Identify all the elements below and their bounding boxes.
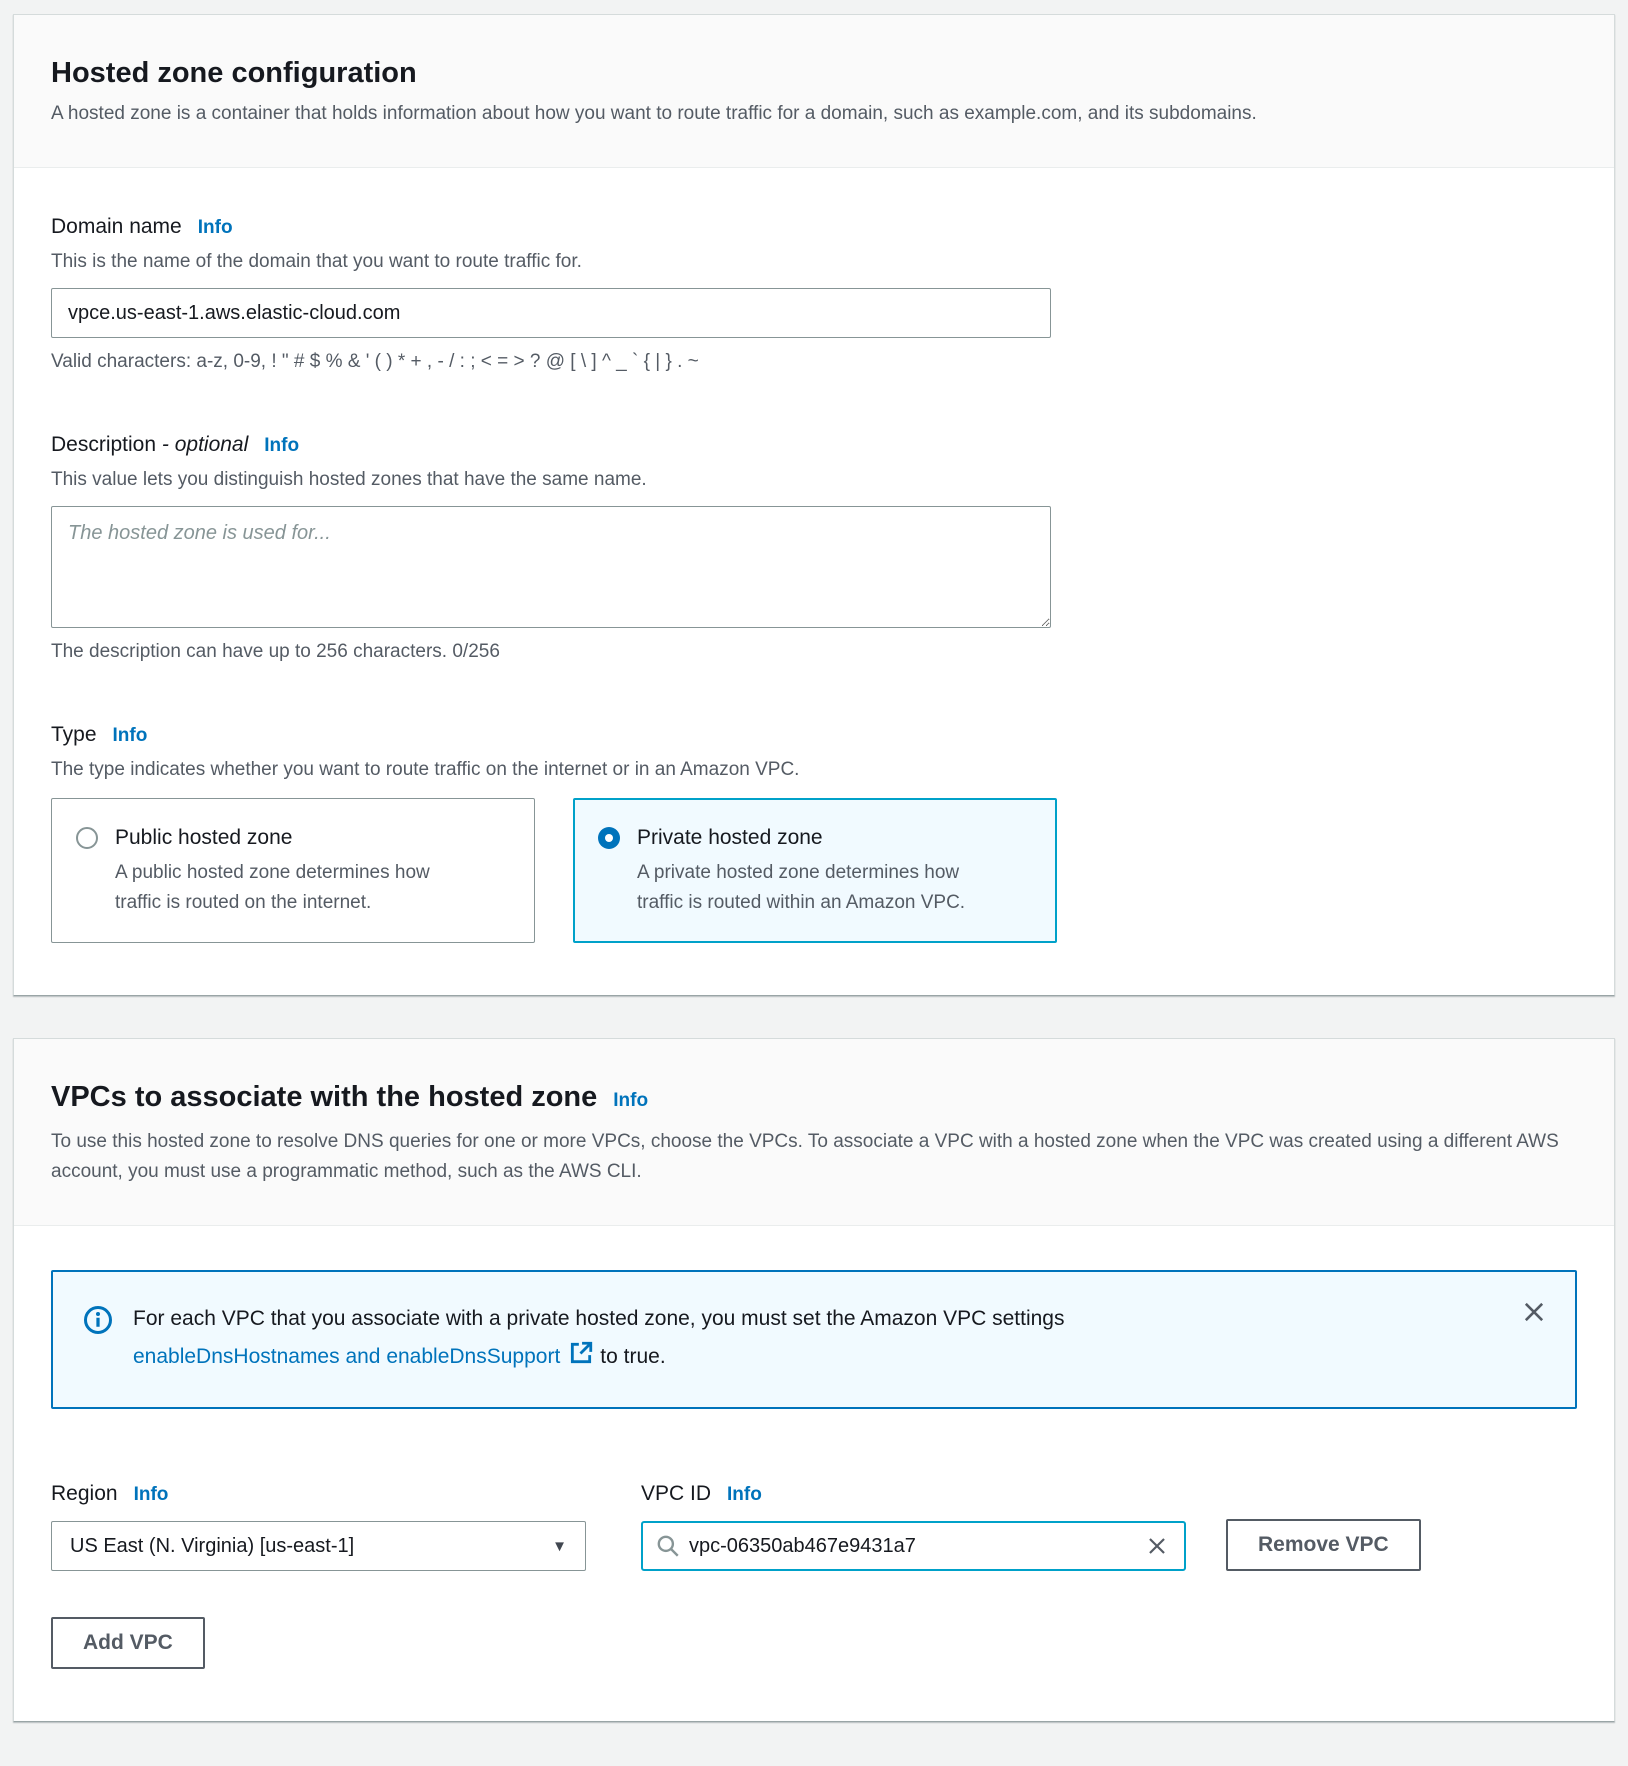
type-info-link[interactable]: Info	[112, 725, 148, 746]
vpcs-info-link[interactable]: Info	[613, 1090, 649, 1111]
domain-name-label: Domain name	[51, 215, 182, 238]
enable-dns-link[interactable]: enableDnsHostnames and enableDnsSupport	[133, 1345, 561, 1368]
vpc-id-column	[641, 1479, 1186, 1571]
type-label: Type	[51, 723, 97, 746]
alert-message	[133, 1300, 1135, 1379]
domain-name-field	[51, 212, 1577, 376]
panel-header	[14, 15, 1614, 168]
domain-name-info-link[interactable]: Info	[197, 217, 233, 238]
close-icon	[1520, 1298, 1548, 1326]
description-constraint: The description can have up to 256 characters. 0/256	[51, 641, 500, 662]
public-hosted-zone-option[interactable]	[51, 798, 535, 943]
domain-name-input[interactable]	[51, 288, 1051, 338]
panel-description: A hosted zone is a container that holds information about how you want to route traffic for a domain, such as example.com, and its subdomains.	[51, 103, 1257, 124]
search-icon	[655, 1533, 681, 1559]
private-hosted-zone-title: Private hosted zone	[637, 826, 823, 849]
vpc-settings-info-alert	[51, 1270, 1577, 1409]
region-column	[51, 1479, 586, 1571]
info-circle-icon	[83, 1305, 113, 1379]
panel-body	[14, 168, 1614, 995]
vpc-id-search-box	[641, 1521, 1186, 1571]
region-select-value: US East (N. Virginia) [us-east-1]	[70, 1534, 355, 1557]
external-link-icon	[568, 1340, 594, 1379]
vpc-id-label: VPC ID	[641, 1482, 712, 1505]
description-field	[51, 430, 1577, 666]
type-help: The type indicates whether you want to route traffic on the internet or in an Amazon VPC.	[51, 759, 800, 780]
description-textarea[interactable]	[51, 506, 1051, 628]
clear-x-icon	[1144, 1533, 1170, 1559]
section-description: To use this hosted zone to resolve DNS queries for one or more VPCs, choose the VPCs. To associate a VPC with a hosted zone when the VPC was created using a different AWS account, you must use a programmatic method, such as the AWS CLI.	[51, 1131, 1559, 1182]
alert-close-button[interactable]	[1519, 1298, 1549, 1328]
type-field	[51, 720, 1577, 943]
region-label: Region	[51, 1482, 118, 1505]
panel-body	[14, 1226, 1614, 1721]
page-title: Hosted zone configuration	[51, 57, 417, 89]
domain-name-constraint: Valid characters: a-z, 0-9, ! " # $ % & ' ( ) * + , - / : ; < = > ? @ [ \ ] ^ _ ` { | } . ~	[51, 351, 699, 372]
chevron-down-icon: ▼	[552, 1537, 567, 1555]
private-hosted-zone-option[interactable]	[573, 798, 1057, 943]
optional-flag: - optional	[161, 433, 249, 456]
alert-line1: For each VPC that you associate with a private hosted zone, you must set the Amazon VPC settings	[133, 1307, 1065, 1330]
type-radio-group	[51, 798, 1577, 943]
vpc-id-input[interactable]	[689, 1535, 1142, 1558]
private-hosted-zone-description: A private hosted zone determines how traffic is routed within an Amazon VPC.	[637, 862, 966, 913]
alert-line2-suffix: to true.	[600, 1345, 666, 1368]
vpcs-associate-panel	[13, 1038, 1615, 1722]
public-hosted-zone-title: Public hosted zone	[115, 826, 293, 849]
region-select[interactable]	[51, 1521, 586, 1571]
remove-vpc-button[interactable]: Remove VPC	[1226, 1519, 1421, 1571]
vpc-association-row	[51, 1479, 1577, 1571]
hosted-zone-configuration-panel	[13, 14, 1615, 996]
vpc-id-info-link[interactable]: Info	[727, 1484, 762, 1505]
add-vpc-button[interactable]: Add VPC	[51, 1617, 205, 1669]
description-help: This value lets you distinguish hosted zones that have the same name.	[51, 469, 647, 490]
panel-header	[14, 1039, 1614, 1226]
domain-name-help: This is the name of the domain that you want to route traffic for.	[51, 251, 582, 272]
description-info-link[interactable]: Info	[264, 435, 300, 456]
region-info-link[interactable]: Info	[133, 1484, 169, 1505]
radio-unselected-icon[interactable]	[76, 827, 98, 849]
radio-selected-icon[interactable]	[598, 827, 620, 849]
clear-input-button[interactable]	[1142, 1531, 1172, 1561]
section-title: VPCs to associate with the hosted zone Info	[51, 1081, 649, 1113]
public-hosted-zone-description: A public hosted zone determines how traffic is routed on the internet.	[115, 862, 430, 913]
description-label: Description - optional	[51, 433, 249, 456]
